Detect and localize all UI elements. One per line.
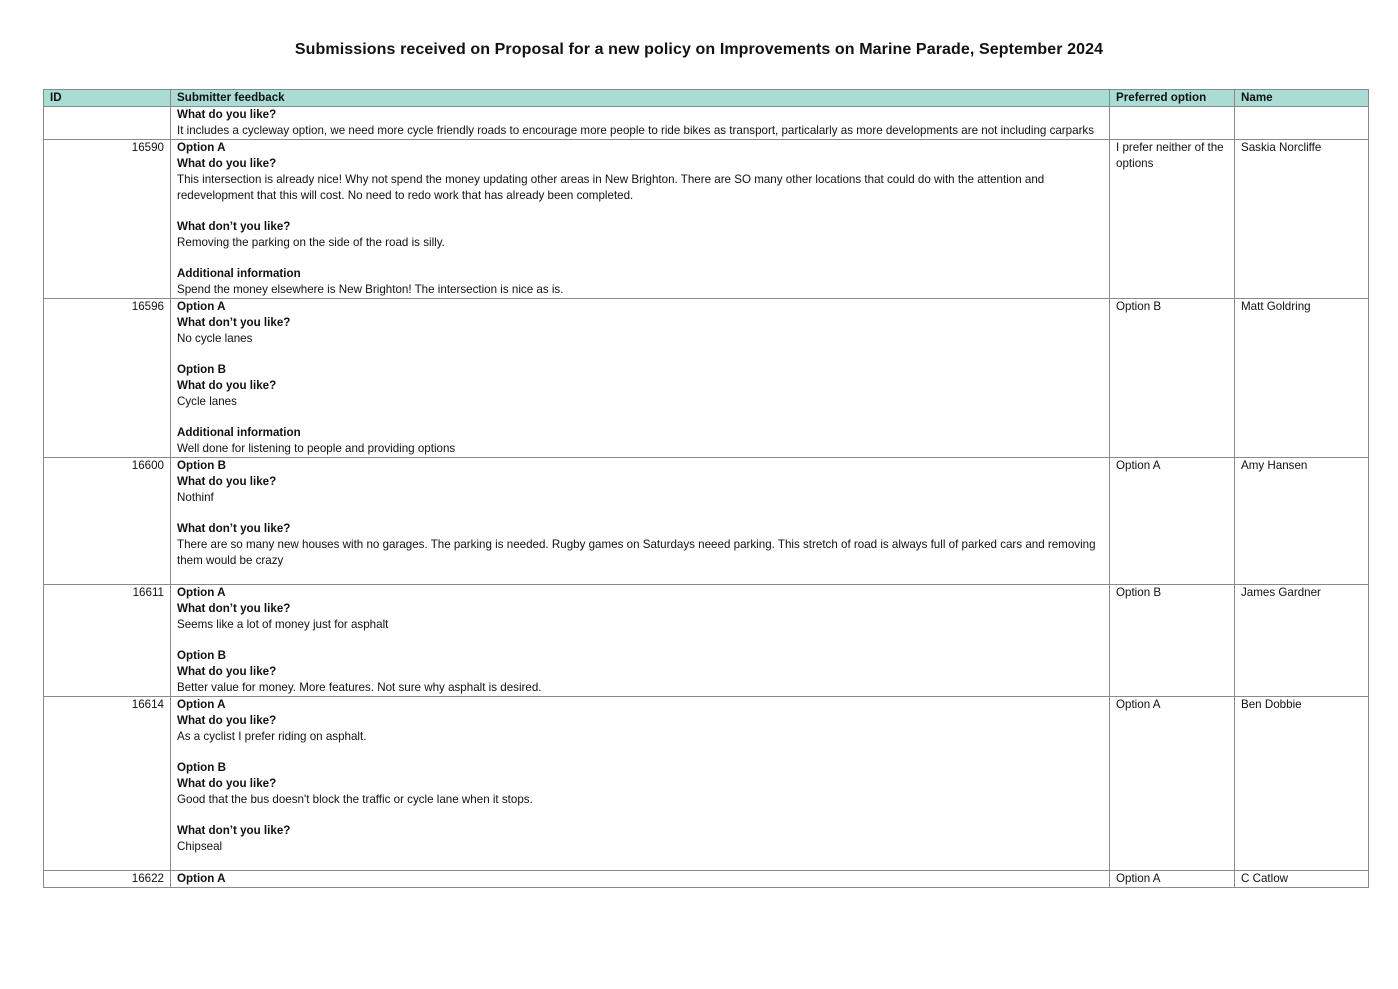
submitter-name-cell: C Catlow <box>1235 871 1369 888</box>
feedback-heading: Option A <box>177 586 226 599</box>
submitter-feedback-cell <box>171 871 1110 888</box>
feedback-text: This intersection is already nice! Why not spend the money updating other areas in New Brighton. There are SO many other locations that could do with the attention and redevelopment that this will cost. No need to redo work that has already been completed. <box>177 173 1045 202</box>
submitter-feedback-cell <box>171 458 1110 585</box>
feedback-heading: Option B <box>177 649 226 662</box>
table-row <box>44 299 1369 458</box>
submissions-table <box>43 89 1369 888</box>
feedback-heading: Option B <box>177 761 226 774</box>
feedback-text: It includes a cycleway option, we need more cycle friendly roads to encourage more people to ride bikes as transport, particalarly as more developments are not including carparks <box>177 124 1095 137</box>
id-column-header: ID <box>44 90 171 107</box>
table-row <box>44 585 1369 697</box>
preferred-option-cell: Option A <box>1110 458 1235 585</box>
feedback-heading: What do you like? <box>177 108 277 121</box>
feedback-text: Better value for money. More features. Not sure why asphalt is desired. <box>177 681 542 694</box>
table-row <box>44 107 1369 140</box>
feedback-heading: What don’t you like? <box>177 220 291 233</box>
name-column-header: Name <box>1235 90 1369 107</box>
feedback-heading: What don’t you like? <box>177 602 291 615</box>
feedback-heading: What don’t you like? <box>177 522 291 535</box>
feedback-spacer <box>177 204 1103 219</box>
table-row <box>44 458 1369 585</box>
feedback-spacer <box>177 745 1103 760</box>
feedback-text: Nothinf <box>177 491 214 504</box>
feedback-heading: What do you like? <box>177 777 277 790</box>
feedback-spacer <box>177 347 1103 362</box>
submission-id-cell: 16622 <box>44 871 171 888</box>
table-header-row <box>44 90 1369 107</box>
submitter-feedback-cell <box>171 107 1110 140</box>
submission-id-cell: 16596 <box>44 299 171 458</box>
submitter-feedback-cell <box>171 299 1110 458</box>
feedback-heading: What do you like? <box>177 157 277 170</box>
feedback-text: Good that the bus doesn't block the traffic or cycle lane when it stops. <box>177 793 533 806</box>
feedback-text: Spend the money elsewhere is New Brighton! The intersection is nice as is. <box>177 283 564 296</box>
feedback-heading: What don’t you like? <box>177 824 291 837</box>
feedback-text: No cycle lanes <box>177 332 253 345</box>
feedback-text: Removing the parking on the side of the road is silly. <box>177 236 445 249</box>
feedback-heading: Option B <box>177 363 226 376</box>
submitter-feedback-cell <box>171 697 1110 871</box>
preferred-option-cell <box>1110 107 1235 140</box>
page-title: Submissions received on Proposal for a new policy on Improvements on Marine Parade, September 2024 <box>294 41 1104 58</box>
preferred-option-cell: Option B <box>1110 299 1235 458</box>
feedback-heading: Option A <box>177 141 226 154</box>
submitter-name-cell: Ben Dobbie <box>1235 697 1369 871</box>
table-row <box>44 697 1369 871</box>
feedback-heading: Option B <box>177 459 226 472</box>
feedback-text: Seems like a lot of money just for asphalt <box>177 618 389 631</box>
feedback-heading: What do you like? <box>177 379 277 392</box>
feedback-spacer <box>177 808 1103 823</box>
feedback-heading: What do you like? <box>177 714 277 727</box>
preferred-option-cell: I prefer neither of the options <box>1110 140 1235 299</box>
preferred-option-cell: Option B <box>1110 585 1235 697</box>
feedback-heading: What do you like? <box>177 475 277 488</box>
feedback-text: Well done for listening to people and providing options <box>177 442 456 455</box>
feedback-text: Cycle lanes <box>177 395 237 408</box>
feedback-spacer <box>177 251 1103 266</box>
feedback-spacer <box>177 506 1103 521</box>
feedback-heading: Option A <box>177 872 226 885</box>
submitter-name-cell: James Gardner <box>1235 585 1369 697</box>
preferred-option-cell: Option A <box>1110 871 1235 888</box>
table-body <box>44 107 1369 888</box>
table-row <box>44 140 1369 299</box>
submitter-feedback-cell <box>171 585 1110 697</box>
feedback-spacer <box>177 633 1103 648</box>
submitter-feedback-cell <box>171 140 1110 299</box>
submission-id-cell: 16611 <box>44 585 171 697</box>
feedback-heading: Option A <box>177 698 226 711</box>
preferred-option-cell: Option A <box>1110 697 1235 871</box>
feedback-heading: Option A <box>177 300 226 313</box>
feedback-text: As a cyclist I prefer riding on asphalt. <box>177 730 367 743</box>
feedback-heading: Additional information <box>177 267 301 280</box>
table-row <box>44 871 1369 888</box>
submission-id-cell: 16614 <box>44 697 171 871</box>
submission-id-cell: 16590 <box>44 140 171 299</box>
submitter-name-cell: Matt Goldring <box>1235 299 1369 458</box>
submitter-name-cell: Amy Hansen <box>1235 458 1369 585</box>
feedback-spacer <box>177 855 1103 870</box>
feedback-spacer <box>177 410 1103 425</box>
feedback-text: There are so many new houses with no garages. The parking is needed. Rugby games on Saturdays neeed parking. This stretch of road is always full of parked cars and removing them would be crazy <box>177 538 1096 567</box>
submitter-name-cell <box>1235 107 1369 140</box>
feedback-heading: Additional information <box>177 426 301 439</box>
feedback-heading: What do you like? <box>177 665 277 678</box>
submission-id-cell <box>44 107 171 140</box>
feedback-spacer <box>177 569 1103 584</box>
submitter-name-cell: Saskia Norcliffe <box>1235 140 1369 299</box>
feedback-heading: What don’t you like? <box>177 316 291 329</box>
preferred-option-column-header: Preferred option <box>1110 90 1235 107</box>
feedback-column-header: Submitter feedback <box>171 90 1110 107</box>
feedback-text: Chipseal <box>177 840 223 853</box>
submission-id-cell: 16600 <box>44 458 171 585</box>
